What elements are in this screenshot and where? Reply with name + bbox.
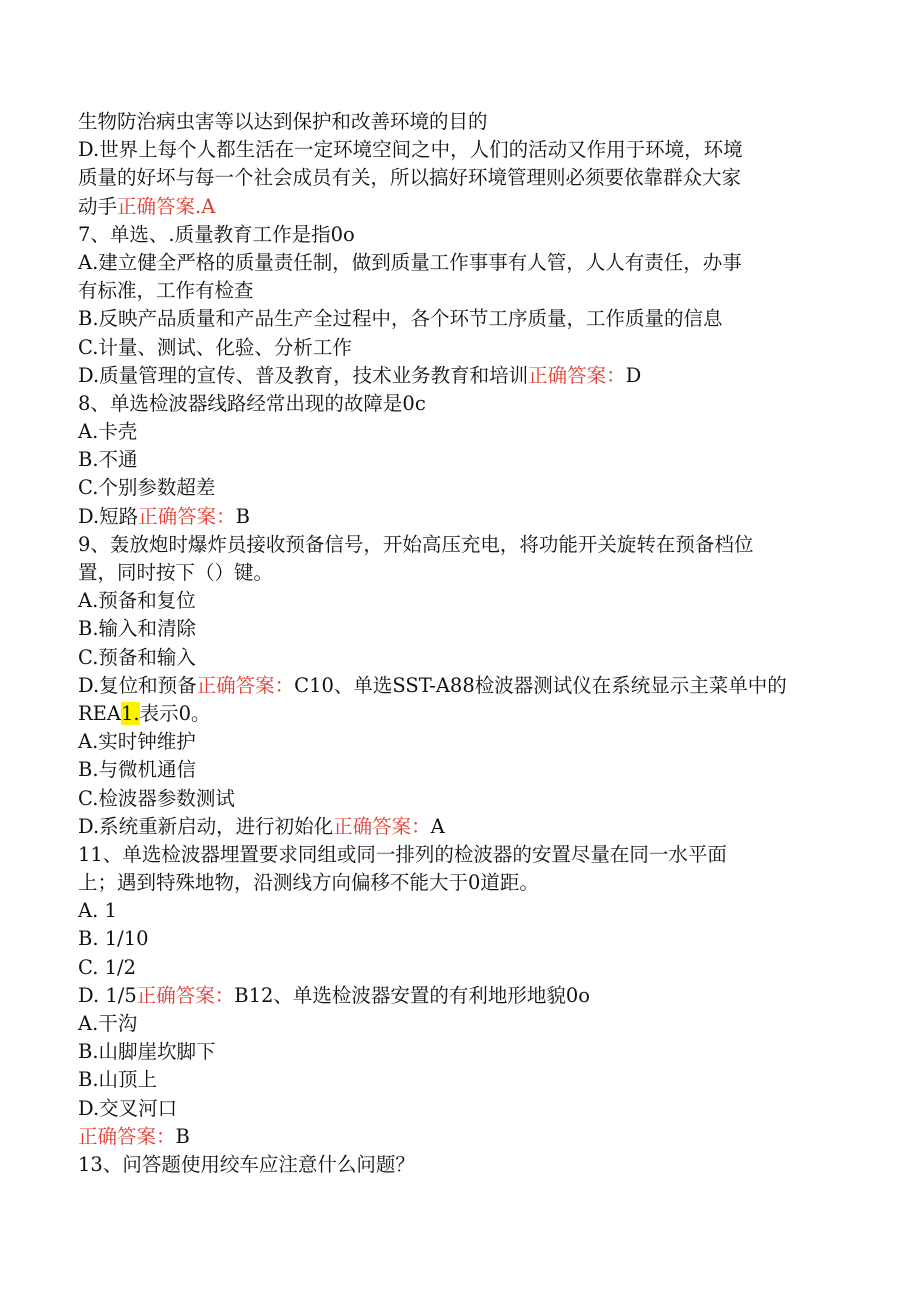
line-text: D.质量管理的宣传、普及教育，技术业务教育和培训 — [78, 363, 529, 387]
correct-answer: 正确答案： — [136, 983, 235, 1007]
answer-value: A — [430, 814, 445, 838]
option-line — [78, 334, 838, 362]
line-text: D.世界上每个人都生活在一定环境空间之中，人们的活动又作用于环境，环境 — [78, 138, 743, 162]
option-line — [78, 1038, 838, 1066]
option-line — [78, 813, 838, 841]
option-line — [78, 249, 838, 277]
question-heading — [78, 841, 838, 869]
line-text: 有标准，工作有检查 — [78, 279, 254, 303]
line-text: 9、轰放炮时爆炸员接收预备信号，开始高压充电，将功能开关旋转在预备档位 — [78, 532, 754, 556]
option-line — [78, 1010, 838, 1038]
answer-value: D — [625, 363, 642, 387]
text-line — [78, 277, 838, 305]
line-text: 上；遇到特殊地物，沿测线方向偏移不能大于0道距。 — [78, 871, 539, 895]
option-line — [78, 446, 838, 474]
answer-value: B — [175, 1124, 190, 1148]
text-line — [78, 164, 838, 192]
correct-answer: 正确答案： — [78, 1124, 176, 1148]
option-line — [78, 362, 838, 390]
line-text: A.实时钟维护 — [78, 730, 196, 754]
line-text: C. 1/2 — [78, 955, 137, 979]
option-line — [78, 1066, 838, 1094]
line-text: A. 1 — [78, 899, 117, 923]
text-line — [78, 193, 838, 221]
option-line — [78, 587, 838, 615]
text-line — [78, 108, 838, 136]
text-line — [78, 869, 838, 897]
answer-line — [78, 1123, 838, 1151]
correct-answer: 正确答案： — [333, 814, 431, 838]
line-text: 11、单选检波器埋置要求同组或同一排列的检波器的安置尽量在同一水平面 — [78, 842, 727, 866]
line-text: 表示0。 — [139, 701, 211, 725]
line-text: B. 1/10 — [78, 927, 149, 951]
document-page — [78, 108, 838, 1179]
option-line — [78, 418, 838, 446]
line-text: D.交叉河口 — [78, 1096, 178, 1120]
highlighted-text: 1. — [121, 701, 140, 725]
line-text: REA — [78, 701, 121, 725]
answer-value: B — [235, 504, 250, 528]
line-text: B.反映产品质量和产品生产全过程中，各个环节工序质量，工作质量的信息 — [78, 307, 723, 331]
line-text: 动手 — [78, 194, 118, 218]
option-line — [78, 644, 838, 672]
line-text: 生物防治病虫害等以达到保护和改善环境的目的 — [78, 110, 488, 133]
option-line — [78, 305, 838, 333]
option-line — [78, 503, 838, 531]
question-heading — [78, 390, 838, 418]
line-text: C.个别参数超差 — [78, 476, 216, 500]
line-text: B.山顶上 — [78, 1068, 158, 1092]
question-heading — [78, 1151, 838, 1179]
line-text: A.建立健全严格的质量责任制，做到质量工作事事有人管，人人有责任，办事 — [78, 250, 742, 274]
option-line — [78, 474, 838, 502]
text-line — [78, 559, 838, 587]
line-text: C.计量、测试、化验、分析工作 — [78, 335, 352, 359]
line-text: D. 1/5 — [78, 983, 137, 1007]
text-line — [78, 700, 838, 728]
line-text: 13、问答题使用绞车应注意什么问题？ — [78, 1152, 415, 1176]
line-text: 置，同时按下（）键。 — [78, 561, 274, 584]
line-text: A.卡壳 — [78, 420, 138, 444]
correct-answer: 正确答案： — [528, 363, 626, 387]
line-text: B.与微机通信 — [78, 758, 197, 782]
option-line — [78, 897, 838, 925]
line-text: A.预备和复位 — [78, 589, 196, 613]
line-text: B.输入和清除 — [78, 617, 197, 641]
line-text: C.检波器参数测试 — [78, 786, 235, 810]
option-line — [78, 925, 838, 953]
line-text: D.系统重新启动，进行初始化 — [78, 814, 334, 838]
line-text: 7、单选、.质量教育工作是指0o — [78, 222, 355, 246]
line-text: B.不通 — [78, 448, 138, 472]
option-line — [78, 785, 838, 813]
option-line — [78, 982, 838, 1010]
option-line — [78, 615, 838, 643]
line-text: A.干沟 — [78, 1012, 138, 1035]
correct-answer: 正确答案： — [196, 673, 295, 697]
answer-value: B12、单选检波器安置的有利地形地貌0o — [234, 983, 591, 1007]
question-heading — [78, 221, 838, 249]
line-text: 8、单选检波器线路经常出现的故障是0c — [78, 391, 426, 415]
line-text: B.山脚崖坎脚下 — [78, 1040, 216, 1064]
line-text: 质量的好坏与每一个社会成员有关，所以搞好环境管理则必须要依靠群众大家 — [78, 166, 742, 190]
question-heading — [78, 531, 838, 559]
correct-answer: 正确答案： — [138, 504, 236, 528]
line-text: C.预备和输入 — [78, 645, 196, 669]
option-line — [78, 954, 838, 982]
option-line — [78, 672, 838, 700]
line-text: D.短路 — [78, 504, 139, 528]
answer-value: C10、单选SST-A88检波器测试仪在系统显示主菜单中的 — [294, 673, 787, 697]
correct-answer: 正确答案.A — [117, 194, 216, 218]
text-line — [78, 136, 838, 164]
option-line — [78, 1095, 838, 1123]
line-text: D.复位和预备 — [78, 673, 197, 697]
option-line — [78, 756, 838, 784]
option-line — [78, 728, 838, 756]
